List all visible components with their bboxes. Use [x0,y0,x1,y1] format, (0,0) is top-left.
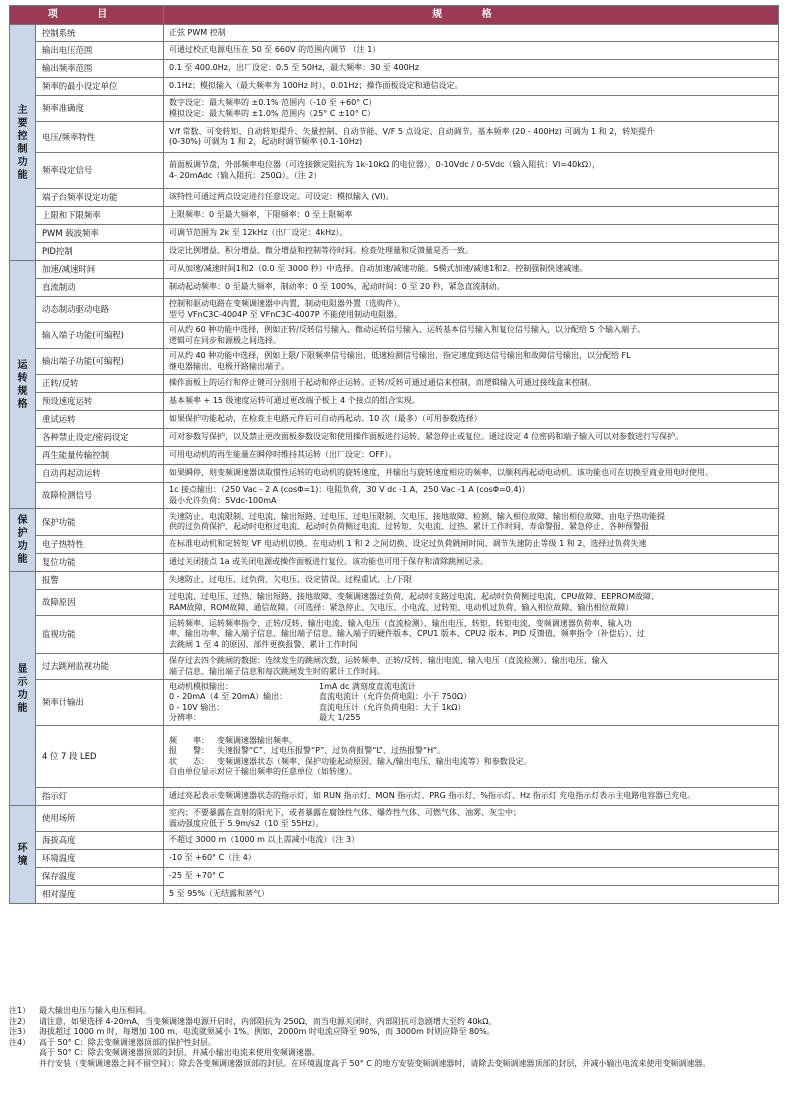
item-name: 指示灯 [36,788,164,806]
spec-value [164,60,779,78]
spec-line: 运转频率、运转频率指令、正转/反转、输出电流、输入电压（直流检测）、输出电压、转矩、转矩电流、变频调速器负荷率、输入功 [169,619,632,629]
note-text: 高于 50° C：除去变频调速器顶部的保护性封层。 [39,1037,216,1047]
spec-value [164,393,779,411]
spec-value [164,122,779,153]
item-name: 上限和下限频率 [36,207,164,225]
spec-row [10,868,779,886]
spec-row [10,654,779,680]
spec-row [10,279,779,297]
item-name: 监视功能 [36,616,164,654]
notes [9,1006,779,1069]
spec-pair-value: 对应于输出频率的任意单位（如转速）。 [217,766,358,776]
spec-line: 供的过负荷保护、起动时电枢过电流、起动时负荷侧过电流、过转矩、欠电流、过热、累计工作时间、寿命警报、紧急停止、各种预警报 [169,522,650,531]
spec-key: 电动机模拟输出： [169,682,234,692]
spec-value [164,616,779,654]
spec-line: (0-30%) 可调为 1 和 2，起动时调节频率 (0.1-10Hz) [169,137,363,146]
spec-line: 上限频率：0 至最大频率，下限频率：0 至上限频率 [169,210,353,220]
spec-row [10,78,779,96]
item-name: 电子热特性 [36,536,164,554]
spec-value [164,225,779,243]
spec-line: 逻辑可在同步和源极之间选择。 [169,335,282,345]
spec-pair [169,713,773,723]
spec-value [164,349,779,375]
spec-row [10,572,779,590]
item-name: 输入端子功能(可编程) [36,323,164,349]
note-continuation: 并行安装（变频调速器之间不留空间）：除去各变频调速器顶部的封层。在环境温度高于 50° C 的地方安装变频调速器时，请除去变频调速器顶部的封层，并减小输出电流来使用变频调速器。 [39,1058,711,1068]
spec-value [164,261,779,279]
item-name: 输出频率范围 [36,60,164,78]
note [9,1017,779,1028]
spec-pair-value: 变频调速器状态（频率、保护功能起动原因、输入/输出电压、输出电流等）和参数设定。 [217,756,532,766]
item-name: 故障检测信号 [36,483,164,509]
spec-line: 震动强度应低于 5.9m/s2（10 至 55Hz）。 [169,818,324,828]
item-name: PWM 载波频率 [36,225,164,243]
spec-pair-value: 最大 1/255 [319,712,361,722]
spec-pair [169,703,773,713]
spec-line: 去跳闸 1 至 4 的原因、部件更换报警、累计工作时间 [169,639,358,649]
spec-row [10,554,779,572]
spec-value [164,207,779,225]
spec-line: 该特性可通过两点设定进行任意设定。可设定：模拟输入 (VI)。 [169,192,394,202]
spec-line: 失速防止、电流限制、过电流、输出短路、过电压、过电压限制、欠电压、接地故障、检测、输入相位故障、输出相位故障、由电子热功能提 [169,511,666,521]
spec-pair-value: 失速报警“C”、过电压报警“P”、过负荷报警“L”、过热报警“H”。 [217,746,446,756]
note [9,1006,779,1017]
spec-value [164,832,779,850]
spec-line: 可从约 40 种功能中选择，例如上限/下限频率信号输出、低速检测信号输出、指定速度到达信号输出和故障信号输出，以分配给 FL [169,351,631,361]
spec-row [10,465,779,483]
spec-line: V/f 常数、可变转矩、自动转矩提升、矢量控制、自动节能、V/F 5 点设定、自动调节。基本频率 (20 - 400Hz) 可调为 1 和 2，转矩提升 [169,126,655,136]
item-name: 使用场所 [36,806,164,832]
item-name: 再生能量传输控制 [36,447,164,465]
item-name: 环境温度 [36,850,164,868]
spec-line: 可从约 60 种功能中选择，例如正转/反转信号输入、微动运转信号输入、运转基本信号输入和复位信号输入，以分配给 5 个输入端子。 [169,325,646,335]
spec-row [10,122,779,153]
spec-line: 保存过去四个跳闸的数据：连续发生的跳闸次数、运转频率、正转/反转、输出电流、输入电压（直流检测）、输出电压、输入 [169,656,608,666]
spec-line: 制动起动频率：0 至最大频率，制动率：0 至 100%，起动时间：0 至 20 秒，紧急直流制动。 [169,282,505,292]
spec-key: 频 率： [169,736,210,746]
spec-line: 型号 VFnC3C-4004P 至 VFnC3C-4007P 不能使用制动电阻器。 [169,309,403,319]
spec-row [10,680,779,726]
item-name: 频率的最小设定单位 [36,78,164,96]
spec-row [10,375,779,393]
header-spec: 规 格 [164,6,779,25]
spec-line: 通过亮起表示变频调速器状态的指示灯，如 RUN 指示灯、MON 指示灯、PRG 指示灯、%指示灯、Hz 指示灯 充电指示灯表示主电路电容器已充电。 [169,791,696,801]
spec-value [164,868,779,886]
spec-key: 0 - 20mA（4 至 20mA）输出： [169,692,288,702]
spec-line: 设定比例增益、积分增益、微分增益和控制等待时间。检查处理量和反馈量是否一致。 [169,246,474,256]
note [9,1038,779,1049]
spec-line: 不超过 3000 m（1000 m 以上需减小电流）（注 3） [169,835,360,845]
spec-value [164,279,779,297]
spec-value [164,375,779,393]
item-name: 电压/频率特性 [36,122,164,153]
spec-row [10,207,779,225]
item-name: 端子台频率设定功能 [36,189,164,207]
spec-value [164,25,779,42]
spec-line: 控制和驱动电路在变频调速器中内置，制动电阻器外置（选购件）。 [169,299,406,309]
spec-line: 0.1Hz；模拟输入（最大频率为 100Hz 时），0.01Hz；操作面板设定和通信设定。 [169,81,463,91]
item-name: 频率计输出 [36,680,164,726]
category-cell [10,25,36,261]
spec-value [164,572,779,590]
spec-row [10,42,779,60]
spec-value [164,189,779,207]
spec-value [164,243,779,261]
category-label: 保护功能 [17,515,28,565]
spec-value [164,42,779,60]
item-name: 保护功能 [36,509,164,536]
spec-value [164,483,779,509]
spec-value [164,411,779,429]
spec-line: 可调节范围为 2k 至 12kHz（出厂设定：4kHz）。 [169,228,348,238]
spec-row [10,726,779,788]
spec-key: 报 警： [169,746,210,756]
spec-row [10,509,779,536]
spec-line: 4- 20mAdc（输入阻抗：250Ω）。（注 2） [169,170,322,180]
spec-line: 可通过校正电源电压在 50 至 660V 的范围内调节 （注 1） [169,45,381,55]
spec-row [10,297,779,323]
spec-pair-value: 直流电压计（允许负荷电阻：大于 1kΩ） [319,702,466,712]
category-label: 主要控制功能 [17,104,28,181]
spec-row [10,788,779,806]
spec-pair [169,736,773,746]
category-label: 显示功能 [17,663,28,714]
spec-line: 失速防止、过电压、过负荷、欠电压、设定错误、过程重试、上/下限 [169,575,412,585]
note-text: 请注意，如果选择 4-20mA，当变频调速器电源开启时，内部阻抗为 250Ω，而当电源关闭时，内部阻抗可急剧增大至约 40kΩ。 [39,1016,497,1026]
spec-row [10,832,779,850]
spec-row [10,806,779,832]
spec-line: 率、输出功率、输入端子信息、输出端子信息、输入端子的硬件版本、CPU1 版本、CPU2 版本、PID 反馈值、频率指令（补偿后）、过 [169,629,645,639]
note-label: 注3） [9,1027,31,1037]
note-text: 海拔超过 1000 m 时，每增加 100 m，电流就须减小 1%。例如，2000m 时电流应降至 90%，而 3000m 时则应降至 80%。 [39,1027,495,1037]
spec-row [10,189,779,207]
category-cell [10,806,36,904]
spec-value [164,654,779,680]
spec-row [10,153,779,189]
item-name: 保存温度 [36,868,164,886]
item-name: 海拔高度 [36,832,164,850]
spec-pair-value: 变频调速器输出频率。 [217,736,298,746]
spec-line: 前面板调节盘，外部频率电位器（可连接额定阻抗为 1k-10kΩ 的电位器），0-10Vdc / 0-5Vdc（输入阻抗：VI=40kΩ）， [169,160,600,170]
spec-line: 可对参数写保护，以及禁止更改面板参数设定和使用操作面板进行运转、紧急停止或复位。通过设定 4 位密码和端子输入可以对参数进行写保护。 [169,432,684,442]
spec-line: 正弦 PWM 控制 [169,27,226,37]
item-name: 输出端子功能(可编程) [36,349,164,375]
spec-line: 室内；不要暴露在直射的阳光下，或者暴露在腐蚀性气体、爆炸性气体、可燃气体、油雾、灰尘中； [169,808,522,818]
spec-line: -25 至 +70° C [169,871,225,881]
spec-line: 操作面板上的运行和停止键可分别用于起动和停止运转。正转/反转可通过通信来控制，而逻辑输入可通过接线盒来控制。 [169,378,596,388]
spec-pair [169,746,773,756]
spec-pair [169,692,773,702]
spec-row [10,411,779,429]
spec-value [164,554,779,572]
spec-value [164,323,779,349]
spec-line: 如果保护功能起动，在检查主电路元件后可自动再起动。10 次（最多）（可用参数选择） [169,414,482,424]
spec-line: 如果瞬停，则变频调速器读取惯性运转的电动机的旋转速度，并输出与旋转速度相应的频率，以顺利再起动电动机。该功能也可在切换至商业用电时使用。 [169,468,714,478]
category-cell [10,509,36,572]
category-label: 环境 [17,842,28,867]
spec-key: 状 态： [169,756,210,766]
note-label: 注4） [9,1037,31,1047]
spec-row [10,225,779,243]
spec-line: 可从加速/减速时间1和2（0.0 至 3000 秒）中选择。自动加速/减速功能。S模式加速/减速1和2。控制强制快速减速。 [169,264,588,274]
item-name: 各种禁止设定/密码设定 [36,429,164,447]
item-name: 4 位 7 段 LED [36,726,164,788]
item-name: 相对湿度 [36,886,164,904]
spec-table [9,5,779,904]
item-name: 复位功能 [36,554,164,572]
spec-row [10,323,779,349]
spec-row [10,349,779,375]
item-name: 动态制动驱动电路 [36,297,164,323]
spec-row [10,60,779,78]
table-header-row [10,6,779,25]
category-label: 运转规格 [17,359,28,410]
item-name: PID控制 [36,243,164,261]
note-label: 注1） [9,1006,31,1015]
spec-row [10,96,779,122]
spec-row [10,850,779,868]
spec-key: 自由单位显示： [169,766,226,776]
item-name: 正转/反转 [36,375,164,393]
spec-value [164,590,779,616]
spec-line: 端子信息、输出端子信息和每次跳闸发生时的累计工作时间。 [169,666,386,676]
spec-pair-value: 1mA dc 满刻度直流电流计 [319,682,416,692]
spec-line: 5 至 95%（无结露和蒸气） [169,889,269,899]
spec-line: 过电流、过电压、过热、输出短路、接地故障、变频调速器过负荷、起动时支路过电流、起动时负荷侧过电流、CPU故障、EEPROM故障、 [169,592,659,602]
spec-value [164,465,779,483]
item-name: 加速/减速时间 [36,261,164,279]
item-name: 频率设定信号 [36,153,164,189]
spec-line: -10 至 +60° C（注 4） [169,853,256,863]
spec-row [10,243,779,261]
spec-pair-value: 直流电流计（允许负荷电阻：小于 750Ω） [319,692,471,702]
spec-value [164,726,779,788]
spec-row [10,590,779,616]
spec-value [164,447,779,465]
spec-value [164,886,779,904]
item-name: 预设速度运转 [36,393,164,411]
spec-line: RAM故障、ROM故障、通信故障。（可选择：紧急停止、欠电压、小电流、过转矩、电动机过负荷、输入相位故障、输出相位故障） [169,602,634,612]
note-continuation: 高于 50° C：除去变频调速器顶部的封层，并减小输出电流来使用变频调速器。 [39,1048,320,1058]
spec-pair [169,757,773,767]
spec-row [10,429,779,447]
item-name: 过去跳闸监视功能 [36,654,164,680]
spec-line: 数字设定：最大频率的 ±0.1% 范围内（-10 至 +60° C） [169,98,377,108]
spec-value [164,429,779,447]
spec-row [10,616,779,654]
item-name: 报警 [36,572,164,590]
spec-value [164,509,779,536]
spec-line: 1c 接点输出：（250 Vac - 2 A (cosΦ=1)：电阻负荷，30 V dc -1 A，250 Vac -1 A (cosΦ=0.4)） [169,485,530,495]
item-name: 故障原因 [36,590,164,616]
item-name: 频率准确度 [36,96,164,122]
spec-line: 通过关闭接点 1a 或关闭电源或操作面板进行复位。该功能也可用于保存和清除跳闸记录。 [169,557,489,567]
spec-line: 可用电动机的再生能量在瞬停时维持其运转（出厂设定：OFF）。 [169,450,397,460]
spec-row [10,483,779,509]
spec-value [164,153,779,189]
item-name: 自动再起动运转 [36,465,164,483]
note-text: 最大输出电压与输入电压相同。 [39,1006,151,1015]
item-name: 直流制动 [36,279,164,297]
spec-key: 分辨率： [169,712,202,722]
spec-line: 模拟设定：最大频率的 ±1.0% 范围内（25° C ±10° C） [169,108,375,118]
spec-line: 继电器输出、电极开路输出端子。 [169,361,290,371]
spec-pair [169,767,773,777]
spec-row [10,447,779,465]
spec-row [10,536,779,554]
note [9,1027,779,1038]
spec-pair [169,682,773,692]
spec-row [10,393,779,411]
spec-value [164,78,779,96]
spec-row [10,886,779,904]
spec-line: 在标准电动机和定转矩 VF 电动机切换、在电动机 1 和 2 之间切换、设定过负荷跳闸时间、调节失速防止等级 1 和 2、选择过负荷失速 [169,539,647,549]
spec-value [164,297,779,323]
item-name: 重试运转 [36,411,164,429]
spec-line: 最小允许负荷：5Vdc-100mA [169,495,277,505]
header-item: 项 目 [10,6,164,25]
spec-line: 基本频率 + 15 级速度运转可通过更改端子板上 4 个接点的组合实现。 [169,396,420,406]
spec-row [10,25,779,42]
spec-value [164,680,779,726]
category-cell [10,261,36,509]
spec-row [10,261,779,279]
category-cell [10,572,36,806]
spec-value [164,536,779,554]
spec-value [164,850,779,868]
spec-value [164,96,779,122]
spec-body [10,25,779,904]
spec-value [164,788,779,806]
note-label: 注2） [9,1016,31,1026]
spec-key: 0 - 10V 输出： [169,702,225,712]
spec-value [164,806,779,832]
item-name: 控制系统 [36,25,164,42]
item-name: 输出电压范围 [36,42,164,60]
spec-line: 0.1 至 400.0Hz，出厂设定：0.5 至 50Hz，最大频率：30 至 400Hz [169,63,419,73]
